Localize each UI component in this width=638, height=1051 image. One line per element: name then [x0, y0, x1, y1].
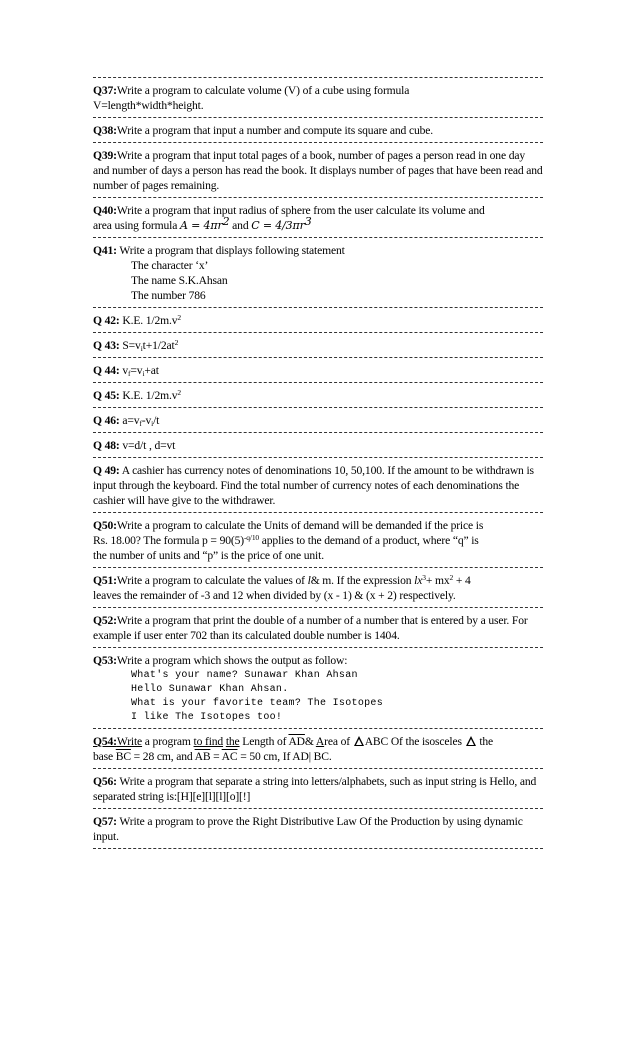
- question-label: Q 46:: [93, 414, 120, 427]
- divider: [93, 607, 543, 608]
- divider: [93, 432, 543, 433]
- divider: [93, 382, 543, 383]
- question-text: =v: [130, 364, 143, 377]
- output-line: What is your favorite team? The Isotopes: [131, 698, 384, 709]
- question-41: [93, 242, 543, 304]
- exponent: 2: [177, 313, 182, 322]
- question-text: Length of: [239, 735, 289, 748]
- question-54: [93, 733, 543, 765]
- question-text: S=v: [119, 339, 141, 352]
- question-label: Q 43:: [93, 339, 120, 352]
- triangle-icon: [354, 736, 364, 746]
- exponent: 3: [422, 573, 426, 582]
- divider: [93, 567, 543, 568]
- question-text: rea of: [324, 735, 353, 748]
- question-label: Q 49:: [93, 464, 120, 477]
- question-text: Write a program which shows the output as follow:: [116, 654, 348, 667]
- question-label: Q 42:: [93, 314, 120, 327]
- question-text: Write a program that print the double of a number of a number that is entered by a user. For example if user enter 702 than its calculated double number is 1404.: [93, 614, 528, 642]
- question-text: Write a program that displays following statement: [116, 244, 345, 257]
- subscript: f: [139, 419, 142, 428]
- question-49: [93, 462, 543, 509]
- divider: [93, 848, 543, 849]
- question-40: [93, 202, 543, 234]
- expression-term: + mx: [425, 574, 450, 587]
- statement-line: The number 786: [131, 289, 206, 302]
- question-39: [93, 147, 543, 194]
- exponent: 2: [449, 573, 454, 582]
- expression-term: + 4: [453, 574, 471, 587]
- question-48: [93, 437, 543, 454]
- question-text: Write a program to prove the Right Distributive Law Of the Production by using dynamic input.: [93, 815, 523, 843]
- formula-volume: C = 4/3πr: [251, 219, 305, 232]
- subscript: i: [140, 344, 143, 353]
- subscript: i: [142, 369, 145, 378]
- divider: [93, 142, 543, 143]
- divider: [93, 808, 543, 809]
- question-label: Q52:: [93, 614, 117, 627]
- question-text: applies to the demand of a product, where “q” is: [259, 534, 479, 547]
- question-label: Q41:: [93, 244, 117, 257]
- question-51: [93, 572, 543, 604]
- divider: [93, 332, 543, 333]
- question-label: Q53:: [93, 654, 117, 667]
- question-text: +at: [144, 364, 159, 377]
- expression-term: lx: [414, 574, 423, 587]
- question-text: Write a program that input radius of sphere from the user calculate its volume and: [116, 204, 485, 217]
- question-46: [93, 412, 543, 429]
- subscript: i: [151, 419, 154, 428]
- question-text: Write a program that separate a string into letters/alphabets, such as input string is Hello, and separated string is:[H][e][l][l][o][!]: [93, 775, 537, 803]
- question-text: t+1/2at: [142, 339, 175, 352]
- exponent: 2: [222, 215, 230, 228]
- statement-line: The character ‘x’: [131, 259, 209, 272]
- question-text: ABC Of the isosceles: [364, 735, 465, 748]
- divider: [93, 768, 543, 769]
- question-text: Write a program to calculate volume (V) of a cube using formula: [116, 84, 410, 97]
- question-label: Q57:: [93, 815, 117, 828]
- exponent: 2: [174, 338, 179, 347]
- question-text: K.E. 1/2m.v: [119, 389, 178, 402]
- question-text: Rs. 18.00? The formula p = 90(5): [93, 534, 244, 547]
- divider: [93, 307, 543, 308]
- question-label: Q56:: [93, 775, 117, 788]
- divider: [93, 407, 543, 408]
- segment-ac: $\overline{AC}$: [221, 750, 238, 763]
- question-text: a=v: [119, 414, 140, 427]
- divider: [93, 77, 543, 78]
- question-text: V=length*width*height.: [93, 99, 204, 112]
- question-label: Q 44:: [93, 364, 120, 377]
- question-text: Write a program to calculate the Units of demand will be demanded if the price is: [116, 519, 484, 532]
- statement-line: The name S.K.Ahsan: [131, 274, 228, 287]
- question-text: area using formula: [93, 219, 180, 232]
- question-text: -v: [141, 414, 152, 427]
- question-text: = 28 cm, and: [130, 750, 195, 763]
- question-53: [93, 652, 543, 669]
- triangle-icon: [466, 736, 476, 746]
- output-line: What's your name? Sunawar Khan Ahsan: [131, 670, 358, 681]
- segment-ad: $\overline{AD}$: [288, 735, 305, 748]
- question-text: Write a program that input total pages of a book, number of pages a person read in one day and number of days a person has read the book. It displays number of pages that have been read and number of pages remaining.: [93, 149, 543, 192]
- question-text: v=d/t , d=vt: [119, 439, 176, 452]
- divider: [93, 357, 543, 358]
- question-text: K.E. 1/2m.v: [119, 314, 178, 327]
- divider: [93, 457, 543, 458]
- conjunction: and: [229, 219, 252, 232]
- question-text: a program: [142, 735, 194, 748]
- variable-l: l: [307, 574, 311, 587]
- segment-bc: $\overline{BC}$: [115, 750, 131, 763]
- exponent: 2: [177, 388, 182, 397]
- question-text: Write a program to calculate the values of: [116, 574, 308, 587]
- question-37: [93, 82, 543, 114]
- question-56: [93, 773, 543, 805]
- question-text: leaves the remainder of -3 and 12 when divided by (x - 1) & (x + 2) respectively.: [93, 589, 456, 602]
- divider: [93, 647, 543, 648]
- question-label: Q51:: [93, 574, 117, 587]
- question-label: Q38:: [93, 124, 117, 137]
- divider: [93, 512, 543, 513]
- question-44: [93, 362, 543, 379]
- question-text: base: [93, 750, 116, 763]
- question-label: Q 48:: [93, 439, 120, 452]
- question-42: [93, 312, 543, 329]
- question-label: Q40:: [93, 204, 117, 217]
- divider: [93, 117, 543, 118]
- question-45: [93, 387, 543, 404]
- segment-ab: $\overline{AB}$: [194, 750, 211, 763]
- question-43: [93, 337, 543, 354]
- question-text: & m. If the expression: [310, 574, 415, 587]
- question-text: &: [304, 735, 316, 748]
- question-text: the: [225, 735, 240, 748]
- question-50: [93, 517, 543, 564]
- output-line: I like The Isotopes too!: [131, 712, 283, 723]
- question-label: Q 45:: [93, 389, 120, 402]
- formula-area: A = 4πr: [179, 219, 223, 232]
- subscript: f: [128, 369, 131, 378]
- question-text: to find: [193, 735, 224, 748]
- output-line: Hello Sunawar Khan Ahsan.: [131, 684, 289, 695]
- question-sheet: [93, 74, 543, 853]
- sample-output: [93, 669, 543, 725]
- question-52: [93, 612, 543, 644]
- question-text: A: [315, 735, 325, 748]
- divider: [93, 237, 543, 238]
- question-label: Q50:: [93, 519, 117, 532]
- exponent: 3: [304, 215, 312, 228]
- question-text: = 50 cm, If AD| BC.: [237, 750, 332, 763]
- divider: [93, 197, 543, 198]
- question-label: Q37:: [93, 84, 117, 97]
- question-text: /t: [153, 414, 160, 427]
- divider: [93, 728, 543, 729]
- question-text: A cashier has currency notes of denominations 10, 50,100. If the amount to be withdrawn is input through the keyboard. Find the total number of currency notes of each denominations the cashier will have give to the withdrawer.: [93, 464, 534, 507]
- question-57: [93, 813, 543, 845]
- question-text: v: [119, 364, 129, 377]
- question-label: Q39:: [93, 149, 117, 162]
- question-text: =: [210, 750, 222, 763]
- question-label: Q54:: [93, 735, 117, 748]
- exponent: -q/10: [243, 533, 260, 542]
- question-text: Write: [116, 735, 143, 748]
- question-text: the: [476, 735, 494, 748]
- question-text: Write a program that input a number and compute its square and cube.: [116, 124, 433, 137]
- question-text: the number of units and “p” is the price of one unit.: [93, 549, 324, 562]
- question-38: [93, 122, 543, 139]
